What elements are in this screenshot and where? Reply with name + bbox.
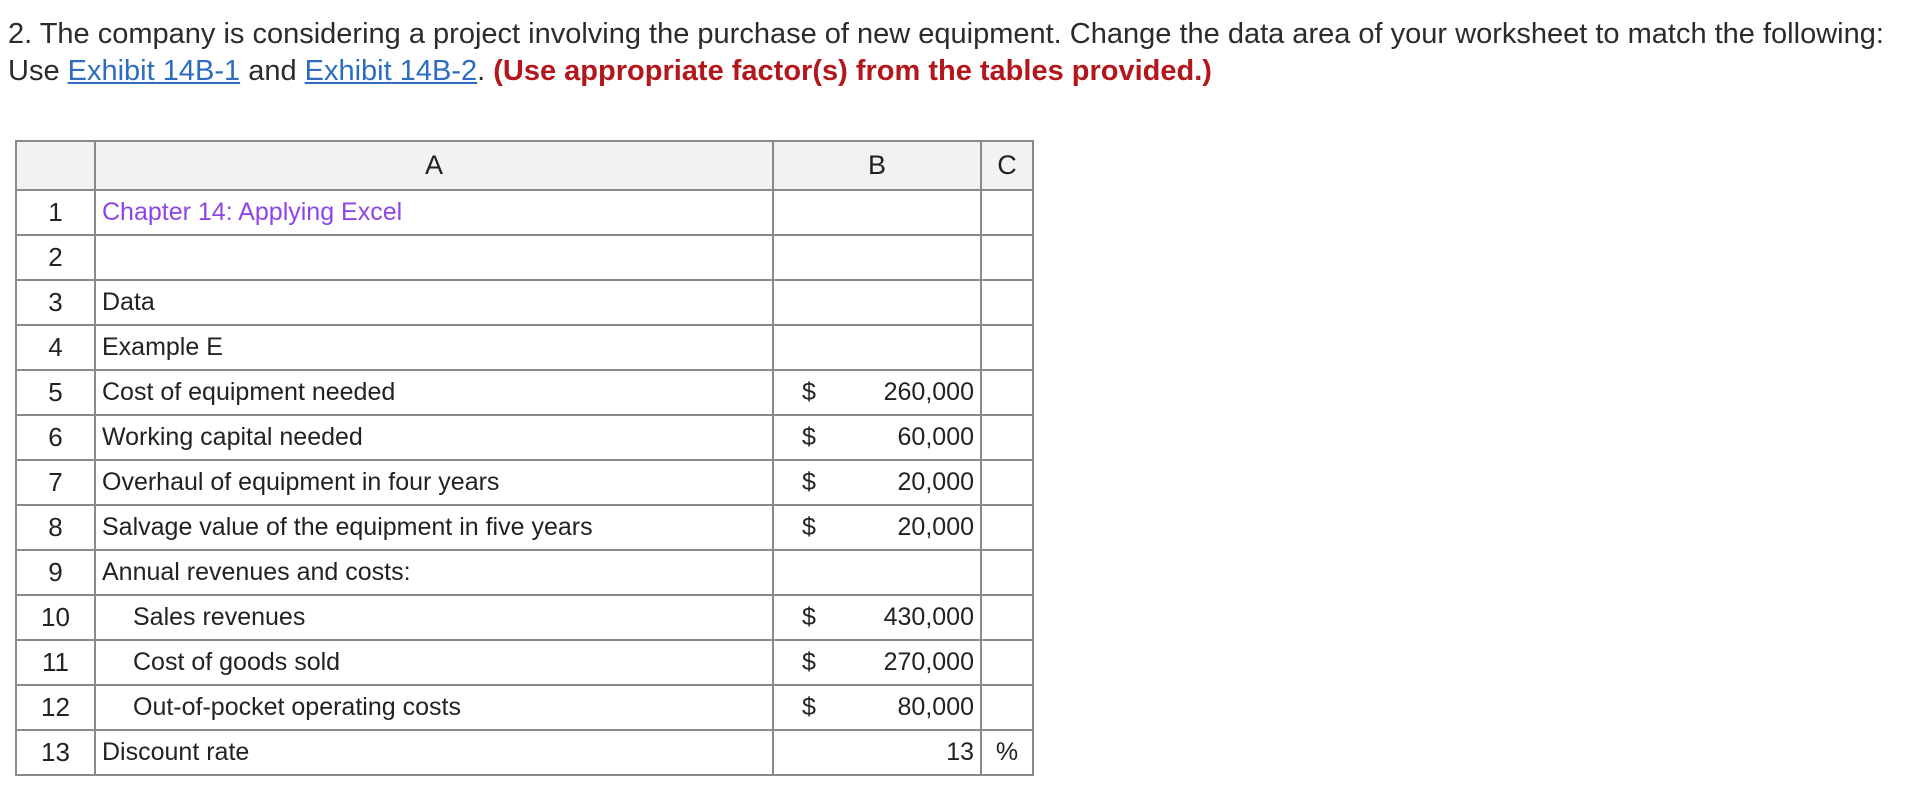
cell-a-label[interactable]: Data (95, 280, 773, 325)
cell-b-value[interactable] (773, 640, 981, 685)
currency-value (774, 513, 974, 542)
row-number: 7 (16, 460, 95, 505)
cell-a-label[interactable]: Cost of equipment needed (95, 370, 773, 415)
currency-value (774, 603, 974, 632)
cell-a-label[interactable] (95, 235, 773, 280)
row-number: 13 (16, 730, 95, 775)
column-header-b: B (773, 141, 981, 190)
sheet-body (16, 190, 1033, 775)
question-and: and (240, 55, 305, 87)
cell-b-value[interactable] (773, 595, 981, 640)
exhibit-14b-2-link[interactable]: Exhibit 14B-2 (304, 55, 478, 87)
currency-symbol: $ (802, 513, 816, 541)
column-header-row (16, 141, 1033, 190)
row-number: 1 (16, 190, 95, 235)
cell-a-label[interactable]: Sales revenues (95, 595, 773, 640)
cell-c-unit[interactable] (981, 685, 1033, 730)
corner-cell (16, 141, 95, 190)
cell-b-value[interactable] (773, 550, 981, 595)
cell-b-value[interactable] (773, 325, 981, 370)
cell-c-unit[interactable] (981, 325, 1033, 370)
amount: 60,000 (897, 423, 974, 451)
cell-c-unit[interactable] (981, 415, 1033, 460)
cell-b-value[interactable] (773, 280, 981, 325)
currency-symbol: $ (802, 378, 816, 406)
question-hint: (Use appropriate factor(s) from the tables provided.) (493, 55, 1212, 87)
table-row (16, 595, 1033, 640)
cell-a-label[interactable]: Cost of goods sold (95, 640, 773, 685)
cell-b-value[interactable] (773, 415, 981, 460)
table-row (16, 505, 1033, 550)
cell-c-unit[interactable] (981, 595, 1033, 640)
row-number: 8 (16, 505, 95, 550)
currency-symbol: $ (802, 468, 816, 496)
currency-symbol: $ (802, 603, 816, 631)
cell-c-unit[interactable] (981, 505, 1033, 550)
cell-c-unit[interactable] (981, 235, 1033, 280)
question-prefix: 2. The company is considering a project involving the purchase of new equipment. Change the data area of your worksheet to match the following: Use (8, 18, 1884, 87)
table-row (16, 550, 1033, 595)
cell-a-label[interactable]: Working capital needed (95, 415, 773, 460)
cell-c-unit[interactable]: % (981, 730, 1033, 775)
cell-a-label[interactable]: Chapter 14: Applying Excel (95, 190, 773, 235)
row-number: 12 (16, 685, 95, 730)
column-header-c: C (981, 141, 1033, 190)
cell-b-value[interactable] (773, 190, 981, 235)
question-text (8, 16, 1908, 90)
cell-b-value[interactable] (773, 235, 981, 280)
table-row (16, 730, 1033, 775)
row-number: 11 (16, 640, 95, 685)
currency-value (774, 378, 974, 407)
table-row (16, 685, 1033, 730)
cell-b-value[interactable] (773, 730, 981, 775)
table-row (16, 640, 1033, 685)
currency-value (774, 423, 974, 452)
cell-a-label[interactable]: Discount rate (95, 730, 773, 775)
currency-symbol: $ (802, 648, 816, 676)
amount: 20,000 (897, 513, 974, 541)
row-number: 10 (16, 595, 95, 640)
currency-symbol: $ (802, 693, 816, 721)
currency-value (774, 468, 974, 497)
currency-value (774, 693, 974, 722)
cell-b-value[interactable] (773, 505, 981, 550)
column-header-a: A (95, 141, 773, 190)
row-number: 6 (16, 415, 95, 460)
cell-c-unit[interactable] (981, 460, 1033, 505)
row-number: 3 (16, 280, 95, 325)
amount: 260,000 (883, 378, 974, 406)
table-row (16, 325, 1033, 370)
amount: 13 (946, 738, 974, 766)
table-row (16, 415, 1033, 460)
cell-a-label[interactable]: Salvage value of the equipment in five years (95, 505, 773, 550)
cell-b-value[interactable] (773, 685, 981, 730)
table-row (16, 235, 1033, 280)
cell-a-label[interactable]: Overhaul of equipment in four years (95, 460, 773, 505)
amount: 270,000 (883, 648, 974, 676)
exhibit-14b-1-link[interactable]: Exhibit 14B-1 (67, 55, 241, 87)
table-row (16, 460, 1033, 505)
row-number: 4 (16, 325, 95, 370)
amount: 80,000 (897, 693, 974, 721)
cell-c-unit[interactable] (981, 190, 1033, 235)
cell-b-value[interactable] (773, 460, 981, 505)
spreadsheet (15, 140, 1034, 776)
currency-symbol: $ (802, 423, 816, 451)
cell-c-unit[interactable] (981, 640, 1033, 685)
cell-b-value[interactable] (773, 370, 981, 415)
row-number: 9 (16, 550, 95, 595)
cell-a-label[interactable]: Out-of-pocket operating costs (95, 685, 773, 730)
amount: 430,000 (883, 603, 974, 631)
cell-c-unit[interactable] (981, 550, 1033, 595)
table-row (16, 190, 1033, 235)
currency-value (774, 648, 974, 677)
cell-c-unit[interactable] (981, 280, 1033, 325)
cell-a-label[interactable]: Example E (95, 325, 773, 370)
cell-a-label[interactable]: Annual revenues and costs: (95, 550, 773, 595)
table-row (16, 370, 1033, 415)
amount: 20,000 (897, 468, 974, 496)
cell-c-unit[interactable] (981, 370, 1033, 415)
question-period: . (477, 55, 494, 87)
table-row (16, 280, 1033, 325)
row-number: 2 (16, 235, 95, 280)
row-number: 5 (16, 370, 95, 415)
